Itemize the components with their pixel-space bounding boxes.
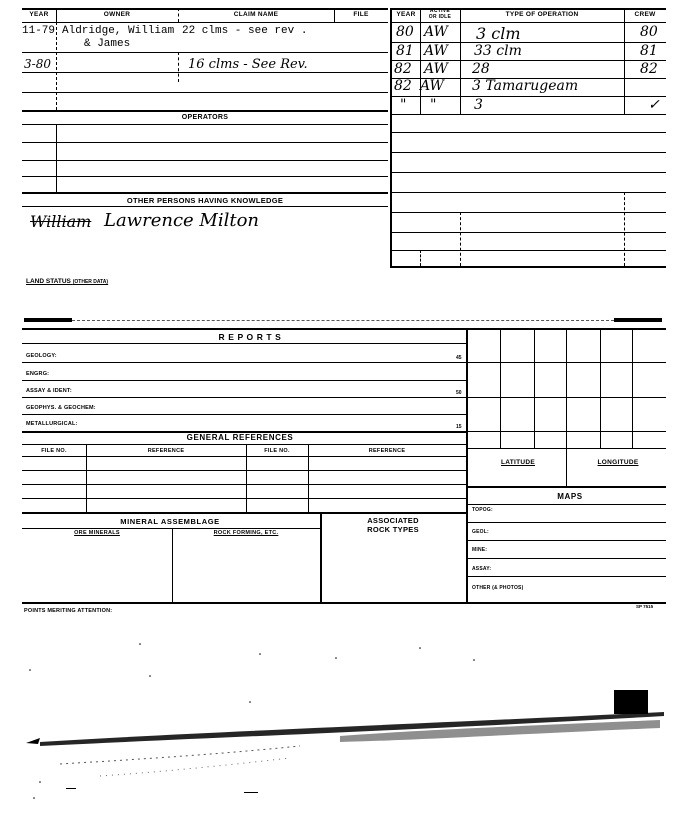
activity-row5-active: " bbox=[430, 97, 437, 113]
form-code: SP 7515 bbox=[636, 604, 654, 609]
col-owner-header: OWNER bbox=[103, 11, 131, 18]
latitude-label: LATITUDE bbox=[500, 459, 536, 466]
col-ore-minerals: ORE MINERALS bbox=[74, 530, 120, 536]
scan-artifact bbox=[0, 640, 678, 818]
activity-row1-type: 3 clm bbox=[476, 24, 521, 43]
col-type-header: TYPE OF OPERATION bbox=[505, 11, 579, 18]
activity-row3-crew: 82 bbox=[640, 61, 658, 77]
col-crew-header: CREW bbox=[634, 11, 656, 18]
points-meriting-attention: POINTS MERITING ATTENTION: bbox=[24, 608, 113, 614]
col-rock-forming: ROCK FORMING, ETC. bbox=[213, 530, 279, 536]
report-geology-num: 45 bbox=[456, 355, 462, 361]
col-active-header: ACTIVE OR IDLE bbox=[428, 8, 452, 20]
activity-row2-year: 81 bbox=[396, 43, 414, 59]
ref-col-ref1: REFERENCE bbox=[147, 448, 185, 454]
land-status-label: LAND STATUS bbox=[26, 278, 71, 285]
col-file-header: FILE bbox=[353, 11, 369, 18]
activity-row5-type: 3 bbox=[474, 97, 483, 113]
col-year-header: YEAR bbox=[29, 11, 49, 18]
activity-row5-year: " bbox=[400, 97, 407, 113]
map-other: OTHER (& PHOTOS) bbox=[472, 585, 524, 591]
knowledge-name: Lawrence Milton bbox=[104, 210, 260, 231]
activity-row1-year: 80 bbox=[396, 24, 414, 40]
reports-title: R E P O R T S bbox=[218, 332, 282, 342]
ref-col-file2: FILE NO. bbox=[264, 448, 290, 454]
activity-row3-year: 82 bbox=[394, 61, 412, 77]
operators-title: OPERATORS bbox=[181, 114, 229, 121]
knowledge-title: OTHER PERSONS HAVING KNOWLEDGE bbox=[126, 196, 284, 205]
land-status-sub: (OTHER DATA) bbox=[72, 279, 109, 285]
knowledge-struck-name: William bbox=[30, 212, 92, 231]
activity-row5-crew: ✓ bbox=[648, 97, 660, 113]
activity-row3-type: 28 bbox=[472, 61, 490, 77]
activity-row2-type: 33 clm bbox=[474, 43, 522, 59]
ref-col-file1: FILE NO. bbox=[41, 448, 67, 454]
activity-row2-crew: 81 bbox=[640, 43, 658, 59]
col-year-header-2: YEAR bbox=[396, 11, 416, 18]
activity-row4-type: 3 Tamarugeam bbox=[472, 78, 579, 94]
report-geology-label: GEOLOGY: bbox=[26, 353, 57, 359]
activity-row4-year: 82 bbox=[394, 78, 412, 94]
activity-row2-active: AW bbox=[424, 43, 448, 59]
activity-row1-active: AW bbox=[424, 24, 448, 40]
row3-year: 3-80 bbox=[24, 57, 51, 71]
map-mine: MINE: bbox=[472, 547, 488, 553]
col-claim-name-header: CLAIM NAME bbox=[233, 11, 279, 18]
row3-claim: 16 clms - See Rev. bbox=[188, 57, 308, 72]
maps-title: MAPS bbox=[557, 492, 583, 501]
map-assay: ASSAY: bbox=[472, 566, 492, 572]
activity-row3-active: AW bbox=[424, 61, 448, 77]
map-geol: GEOL: bbox=[472, 529, 489, 535]
report-metallurgical-num: 15 bbox=[456, 424, 462, 430]
general-references-title: GENERAL REFERENCES bbox=[186, 433, 294, 442]
report-assay-label: ASSAY & IDENT: bbox=[26, 388, 72, 394]
row1-owner: Aldridge, William bbox=[62, 25, 175, 37]
mineral-title: MINERAL ASSEMBLAGE bbox=[120, 517, 220, 526]
report-assay-num: 50 bbox=[456, 390, 462, 396]
report-metallurgical-label: METALLURGICAL: bbox=[26, 421, 78, 427]
longitude-label: LONGITUDE bbox=[597, 459, 639, 466]
land-status bbox=[26, 278, 108, 285]
report-geophys-label: GEOPHYS. & GEOCHEM: bbox=[26, 405, 96, 411]
row1-claim: 22 clms - see rev . bbox=[182, 25, 308, 37]
activity-row1-crew: 80 bbox=[640, 24, 658, 40]
activity-row4-active: AW bbox=[420, 78, 444, 94]
row1-year: 11-79 bbox=[22, 25, 56, 37]
ref-col-ref2: REFERENCE bbox=[368, 448, 406, 454]
associated-rock-types: ASSOCIATED ROCK TYPES bbox=[367, 516, 419, 534]
row2-owner: & James bbox=[84, 38, 131, 50]
report-engrg-label: ENGRG: bbox=[26, 371, 50, 377]
map-topog: TOPOG: bbox=[472, 507, 493, 513]
